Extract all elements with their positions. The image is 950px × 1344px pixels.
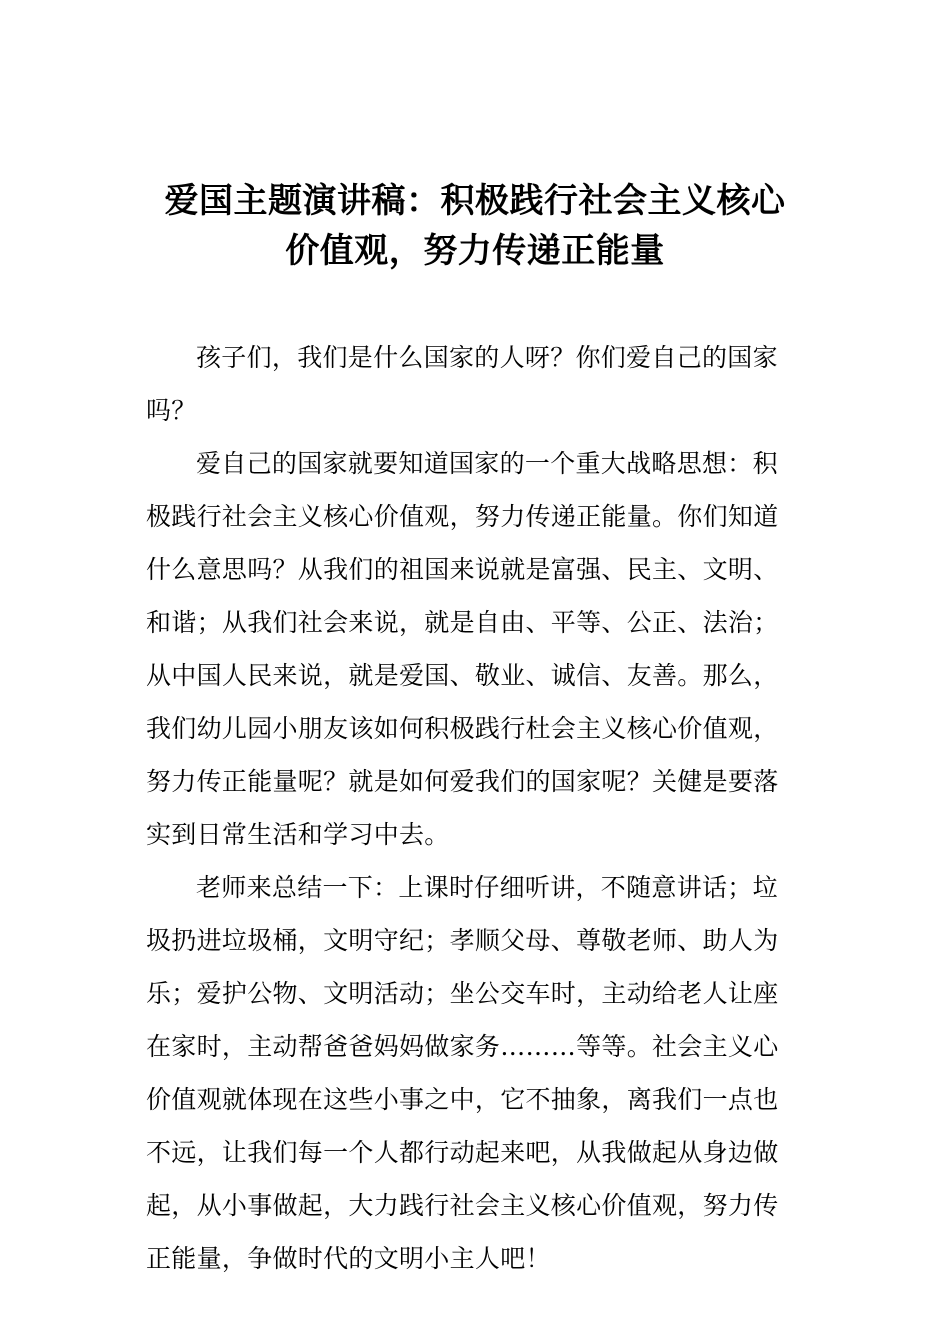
paragraph-line: 孩子们，我们是什么国家的人呀？你们爱自己的国家 [196,343,778,372]
paragraph-line: 老师来总结一下：上课时仔细听讲，不随意讲话；垃 [196,873,778,902]
paragraph-line: 实到日常生活和学习中去。 [146,820,450,849]
paragraph-line: 什么意思吗？从我们的祖国来说就是富强、民主、文明、 [146,555,779,584]
paragraph-line: 爱自己的国家就要知道国家的一个重大战略思想：积 [196,449,778,478]
paragraph-line: 起，从小事做起，大力践行社会主义核心价值观，努力传 [146,1191,779,1220]
title-line-1: 爱国主题演讲稿：积极践行社会主义核心 [164,181,786,221]
document-title [120,176,830,276]
document-body [146,331,806,1285]
paragraph-line: 极践行社会主义核心价值观，努力传递正能量。你们知道 [146,502,779,531]
paragraph-line: 努力传正能量呢？就是如何爱我们的国家呢？关健是要落 [146,767,779,796]
paragraph-line: 圾扔进垃圾桶，文明守纪；孝顺父母、尊敬老师、助人为 [146,926,779,955]
paragraph-line: 价值观就体现在这些小事之中，它不抽象，离我们一点也 [146,1085,779,1114]
paragraph-line: 乐；爱护公物、文明活动；坐公交车时，主动给老人让座 [146,979,779,1008]
paragraph-line: 正能量，争做时代的文明小主人吧！ [146,1244,551,1273]
paragraph-line: 在家时，主动帮爸爸妈妈做家务………等等。社会主义心 [146,1032,779,1061]
paragraph-1 [146,331,806,437]
paragraph-line: 我们幼儿园小朋友该如何积极践行杜会主义核心价值观， [146,714,779,743]
paragraph-line: 不远，让我们每一个人都行动起来吧，从我做起从身边做 [146,1138,779,1167]
paragraph-3 [146,861,806,1285]
paragraph-2 [146,437,806,861]
title-line-2: 价值观，努力传递正能量 [285,231,665,271]
paragraph-line: 和谐；从我们社会来说，就是自由、平等、公正、法治； [146,608,779,637]
paragraph-line: 吗？ [146,396,197,425]
paragraph-line: 从中国人民来说，就是爱国、敬业、诚信、友善。那么， [146,661,779,690]
